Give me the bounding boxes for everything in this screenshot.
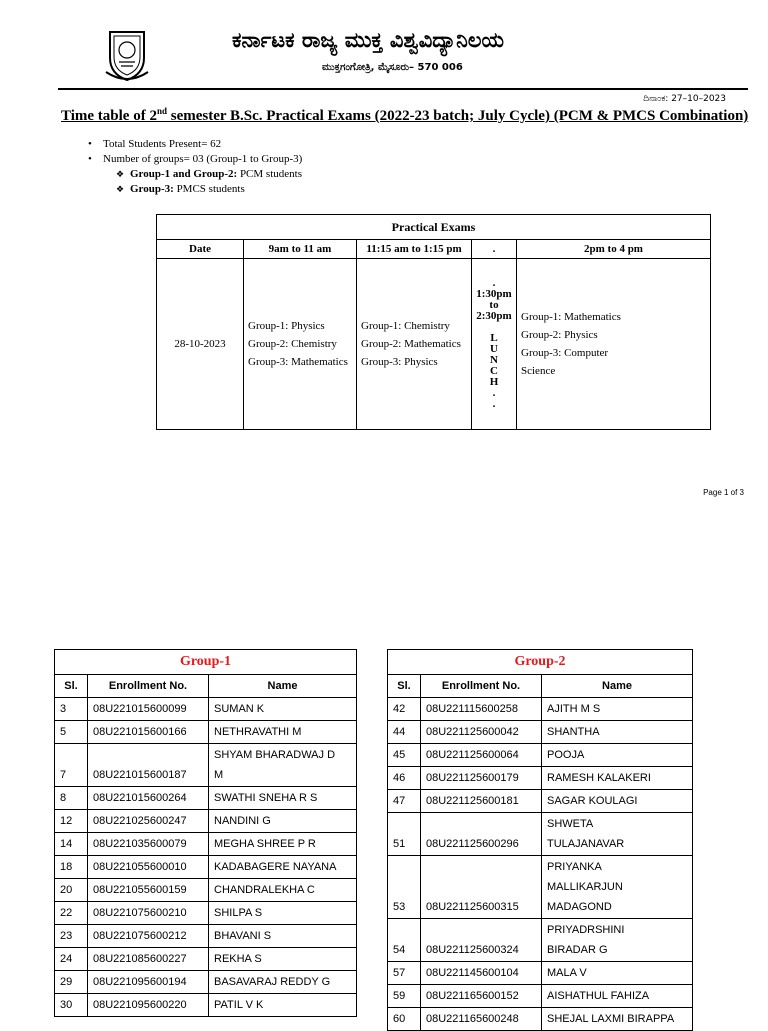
- group2-table: [387, 649, 693, 1031]
- sl-cell: 22: [55, 902, 88, 925]
- sl-cell: 45: [388, 744, 421, 767]
- bullet-dot-icon: •: [88, 138, 92, 150]
- enrollment-cell: 08U221015600187: [88, 744, 209, 787]
- table-row: [55, 925, 357, 948]
- slot3-line: Group-3: Computer: [521, 347, 609, 359]
- slot3-cell: [517, 259, 711, 430]
- enrollment-cell: 08U221145600104: [421, 962, 542, 985]
- header-slot3: 2pm to 4 pm: [517, 240, 711, 259]
- name-cell: [542, 698, 693, 721]
- name-line: KADABAGERE NAYANA: [214, 861, 337, 873]
- table-row: [55, 721, 357, 744]
- name-line: SUMAN K: [214, 703, 265, 715]
- group2-body: [388, 698, 693, 1031]
- name-line: M: [214, 769, 224, 781]
- name-line: NANDINI G: [214, 815, 271, 827]
- bullet-number-of-groups: • Number of groups= 03 (Group-1 to Group-3): [88, 153, 303, 165]
- group1-title: Group-1: [55, 650, 357, 675]
- name-cell: [209, 994, 357, 1017]
- name-line: BASAVARAJ REDDY G: [214, 976, 331, 988]
- name-line: BHAVANI S: [214, 930, 272, 942]
- name-cell: [542, 962, 693, 985]
- slot2-line: Group-3: Physics: [361, 356, 438, 368]
- name-cell: [209, 810, 357, 833]
- enrollment-cell: 08U221165600152: [421, 985, 542, 1008]
- sl-cell: 47: [388, 790, 421, 813]
- name-cell: [542, 985, 693, 1008]
- group2-header-enrollment: Enrollment No.: [421, 675, 542, 698]
- enrollment-cell: 08U221125600296: [421, 813, 542, 856]
- name-line: REKHA S: [214, 953, 262, 965]
- name-line: SWATHI SNEHA R S: [214, 792, 318, 804]
- name-line: PATIL V K: [214, 999, 264, 1011]
- name-line: POOJA: [547, 749, 585, 761]
- slot2-line: Group-2: Mathematics: [361, 338, 461, 350]
- sl-cell: 29: [55, 971, 88, 994]
- table-row: [388, 721, 693, 744]
- name-line: TULAJANAVAR: [547, 838, 625, 850]
- name-line: SHEJAL LAXMI BIRAPPA: [547, 1013, 675, 1025]
- enrollment-cell: 08U221125600181: [421, 790, 542, 813]
- table-row: [55, 994, 357, 1017]
- enrollment-cell: 08U221055600159: [88, 879, 209, 902]
- name-cell: [542, 813, 693, 856]
- sl-cell: 46: [388, 767, 421, 790]
- table-row: [388, 919, 693, 962]
- name-cell: [209, 833, 357, 856]
- slot2-cell: [357, 259, 472, 430]
- enrollment-cell: 08U221035600079: [88, 833, 209, 856]
- group2-header-name: Name: [542, 675, 693, 698]
- title-suffix: semester B.Sc. Practical Exams (2022-23 batch; July Cycle) (PCM & PMCS Combination): [166, 108, 749, 124]
- sl-cell: 60: [388, 1008, 421, 1031]
- sl-cell: 53: [388, 856, 421, 919]
- practical-exams-caption: Practical Exams: [157, 215, 711, 240]
- slot1-line: Group-3: Mathematics: [248, 356, 348, 368]
- sl-cell: 14: [55, 833, 88, 856]
- table-row: [55, 856, 357, 879]
- enrollment-cell: 08U221125600042: [421, 721, 542, 744]
- name-line: SHANTHA: [547, 726, 600, 738]
- name-cell: [209, 698, 357, 721]
- name-cell: [209, 787, 357, 810]
- group1-table: [54, 649, 357, 1017]
- document-date: ದಿನಾಂಕ: 27–10–2023: [643, 94, 726, 104]
- sl-cell: 30: [55, 994, 88, 1017]
- sl-cell: 57: [388, 962, 421, 985]
- enrollment-cell: 08U221055600010: [88, 856, 209, 879]
- enrollment-cell: 08U221015600166: [88, 721, 209, 744]
- page-one: [0, 0, 768, 510]
- name-cell: [542, 767, 693, 790]
- enrollment-cell: 08U221075600210: [88, 902, 209, 925]
- sl-cell: 44: [388, 721, 421, 744]
- sub-bullet-group3: ❖ Group-3: PMCS students: [116, 183, 245, 195]
- diamond-bullet-icon: ❖: [116, 169, 125, 179]
- enrollment-cell: 08U221125600315: [421, 856, 542, 919]
- group1-header-sl: Sl.: [55, 675, 88, 698]
- name-cell: [542, 919, 693, 962]
- name-cell: [209, 948, 357, 971]
- name-cell: [209, 856, 357, 879]
- table-row: [55, 744, 357, 787]
- group1-header-name: Name: [209, 675, 357, 698]
- name-line: MADAGOND: [547, 901, 612, 913]
- enrollment-cell: 08U221095600220: [88, 994, 209, 1017]
- table-row: [55, 833, 357, 856]
- sl-cell: 7: [55, 744, 88, 787]
- table-row: [388, 698, 693, 721]
- name-line: MEGHA SHREE P R: [214, 838, 316, 850]
- name-cell: [209, 902, 357, 925]
- bullet-total-students: • Total Students Present= 62: [88, 138, 222, 150]
- group2-title: Group-2: [388, 650, 693, 675]
- table-row: [388, 790, 693, 813]
- name-line: CHANDRALEKHA C: [214, 884, 315, 896]
- header-slot1: 9am to 11 am: [244, 240, 357, 259]
- title-prefix: Time table of 2: [61, 108, 157, 124]
- sl-cell: 23: [55, 925, 88, 948]
- slot1-line: Group-2: Chemistry: [248, 338, 337, 350]
- enrollment-cell: 08U221125600064: [421, 744, 542, 767]
- table-row: [388, 813, 693, 856]
- name-line: MALA V: [547, 967, 587, 979]
- table-row: [55, 948, 357, 971]
- sl-cell: 20: [55, 879, 88, 902]
- name-cell: [542, 1008, 693, 1031]
- enrollment-cell: 08U221095600194: [88, 971, 209, 994]
- sl-cell: 18: [55, 856, 88, 879]
- name-line: SHYAM BHARADWAJ D: [214, 749, 336, 761]
- slot3-line: Group-1: Mathematics: [521, 311, 621, 323]
- sl-cell: 51: [388, 813, 421, 856]
- bullet-dot-icon: •: [88, 153, 92, 165]
- group1-header-enrollment: Enrollment No.: [88, 675, 209, 698]
- table-row: [55, 971, 357, 994]
- table-row: [55, 698, 357, 721]
- name-line: AISHATHUL FAHIZA: [547, 990, 650, 1002]
- name-line: NETHRAVATHI M: [214, 726, 302, 738]
- name-cell: [542, 744, 693, 767]
- name-cell: [542, 721, 693, 744]
- enrollment-cell: 08U221165600248: [421, 1008, 542, 1031]
- table-row: [388, 744, 693, 767]
- name-line: SHILPA S: [214, 907, 263, 919]
- name-line: RAMESH KALAKERI: [547, 772, 651, 784]
- header-slot2: 11:15 am to 1:15 pm: [357, 240, 472, 259]
- enrollment-cell: 08U221115600258: [421, 698, 542, 721]
- enrollment-cell: 08U221025600247: [88, 810, 209, 833]
- sl-cell: 12: [55, 810, 88, 833]
- sl-cell: 54: [388, 919, 421, 962]
- page-number: Page 1 of 3: [703, 488, 744, 497]
- sl-cell: 59: [388, 985, 421, 1008]
- table-row: [388, 767, 693, 790]
- enrollment-cell: 08U221075600212: [88, 925, 209, 948]
- sl-cell: 3: [55, 698, 88, 721]
- sl-cell: 42: [388, 698, 421, 721]
- page-two: [0, 600, 768, 1024]
- name-line: AJITH M S: [547, 703, 601, 715]
- table-row: [55, 879, 357, 902]
- university-address: ಮುಕ್ತಗಂಗೋತ್ರಿ, ಮೈಸೂರು– 570 006: [322, 62, 463, 73]
- name-line: MALLIKARJUN: [547, 881, 623, 893]
- header-date: Date: [157, 240, 244, 259]
- name-cell: [209, 971, 357, 994]
- name-line: SHWETA: [547, 818, 594, 830]
- table-row: [55, 902, 357, 925]
- enrollment-cell: 08U221125600324: [421, 919, 542, 962]
- exam-date: 28-10-2023: [157, 259, 244, 430]
- table-row: [55, 810, 357, 833]
- enrollment-cell: 08U221015600264: [88, 787, 209, 810]
- name-cell: [542, 790, 693, 813]
- name-line: PRIYANKA: [547, 861, 602, 873]
- document-title: [61, 106, 748, 125]
- table-row: [388, 985, 693, 1008]
- slot3-line: Science: [521, 365, 556, 377]
- slot2-line: Group-1: Chemistry: [361, 320, 450, 332]
- group2-header-sl: Sl.: [388, 675, 421, 698]
- name-line: BIRADAR G: [547, 944, 608, 956]
- table-row: [55, 787, 357, 810]
- name-cell: [542, 856, 693, 919]
- university-name: ಕರ್ನಾಟಕ ರಾಜ್ಯ ಮುಕ್ತ ವಿಶ್ವವಿದ್ಯಾನಿಲಯ: [232, 28, 504, 52]
- sub-bullet-group12: ❖ Group-1 and Group-2: PCM students: [116, 168, 302, 180]
- enrollment-cell: 08U221085600227: [88, 948, 209, 971]
- header-lunch: .: [472, 240, 517, 259]
- diamond-bullet-icon: ❖: [116, 184, 125, 194]
- name-cell: [209, 721, 357, 744]
- name-cell: [209, 925, 357, 948]
- university-seal-icon: [104, 28, 150, 82]
- header-divider: [58, 88, 748, 90]
- name-line: SAGAR KOULAGI: [547, 795, 638, 807]
- group1-body: [55, 698, 357, 1017]
- slot1-cell: [244, 259, 357, 430]
- enrollment-cell: 08U221015600099: [88, 698, 209, 721]
- practical-exams-table: [156, 214, 711, 430]
- slot1-line: Group-1: Physics: [248, 320, 325, 332]
- name-line: PRIYADRSHINI: [547, 924, 625, 936]
- table-row: [388, 1008, 693, 1031]
- sl-cell: 5: [55, 721, 88, 744]
- name-cell: [209, 879, 357, 902]
- sl-cell: 24: [55, 948, 88, 971]
- summary-bullets: [88, 137, 302, 197]
- sl-cell: 8: [55, 787, 88, 810]
- table-row: [388, 856, 693, 919]
- lunch-cell: . 1:30pm to 2:30pm L U N C H . .: [472, 259, 517, 430]
- slot3-line: Group-2: Physics: [521, 329, 598, 341]
- table-row: [388, 962, 693, 985]
- enrollment-cell: 08U221125600179: [421, 767, 542, 790]
- title-superscript: nd: [156, 106, 167, 116]
- name-cell: [209, 744, 357, 787]
